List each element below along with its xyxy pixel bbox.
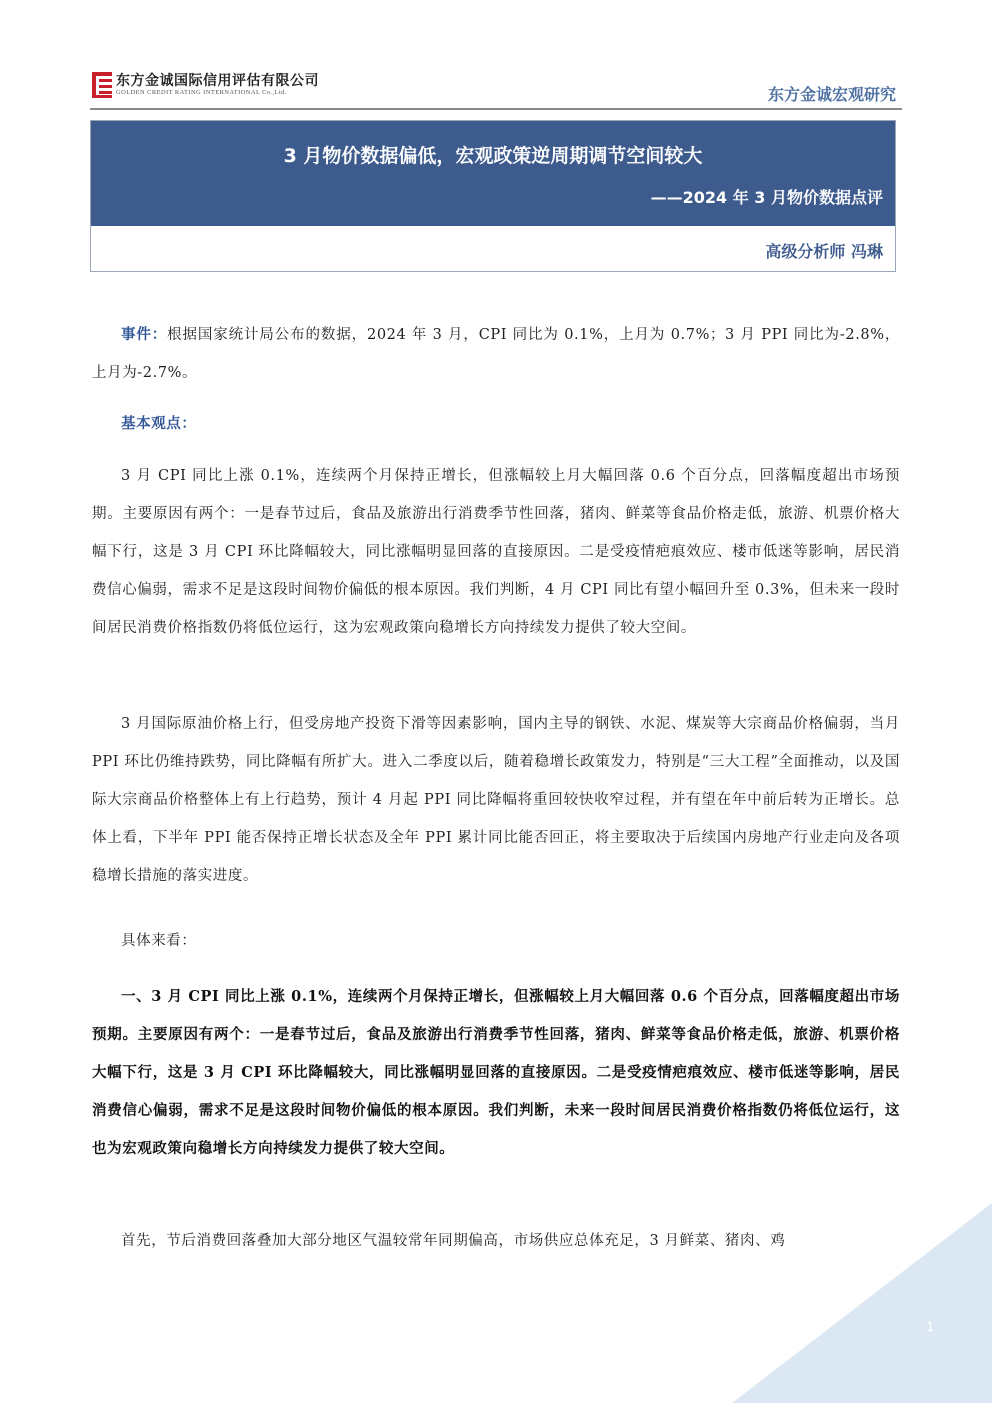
event-label: 事件： <box>121 326 168 343</box>
company-name-cn: 东方金诚国际信用评估有限公司 <box>116 73 319 89</box>
logo-mark-icon <box>92 72 112 98</box>
report-subtitle: ——2024 年 3 月物价数据点评 <box>650 188 883 207</box>
event-text: 根据国家统计局公布的数据，2024 年 3 月，CPI 同比为 0.1%，上月为 0.7%；3 月 PPI 同比为-2.8%，上月为-2.7%。 <box>92 327 900 381</box>
page-number: 1 <box>926 1318 934 1334</box>
specific-heading: 具体来看： <box>121 933 197 949</box>
body-paragraph-1: 3 月 CPI 同比上涨 0.1%，连续两个月保持正增长，但涨幅较上月大幅回落 0.6 个百分点，回落幅度超出市场预期。主要原因有两个：一是春节过后，食品及旅游出行消费季节性回落，猪肉、鲜菜等食品价格走低，旅游、机票价格大幅下行，这是 3 月 CPI 环比降幅较大，同比涨幅明显回落的直接原因。二是受疫情疤痕效应、楼市低迷等影响，居民消费信心偏弱，需求不足是这段时间物价偏低的根本原因。我们判断，4 月 CPI 同比有望小幅回升至 0.3%，但未来一段时间居民消费价格指数仍将低位运行，这为宏观政策向稳增长方向持续发力提供了较大空间。 <box>92 468 900 636</box>
body-paragraph-4: 首先，节后消费回落叠加大部分地区气温较常年同期偏高，市场供应总体充足，3 月鲜菜、猪肉、鸡 <box>121 1233 786 1249</box>
title-band <box>91 121 895 226</box>
viewpoint-heading <box>92 405 900 443</box>
report-author: 高级分析师 冯琳 <box>765 242 883 261</box>
series-brand: 东方金诚宏观研究 <box>767 85 896 104</box>
header-divider <box>90 108 902 110</box>
body-paragraph-2: 3 月国际原油价格上行，但受房地产投资下滑等因素影响，国内主导的钢铁、水泥、煤炭等大宗商品价格偏弱，当月 PPI 环比仍维持跌势，同比降幅有所扩大。进入二季度以后，随着稳增长政策发力，特别是“三大工程”全面推动，以及国际大宗商品价格整体上有上行趋势，预计 4 月起 PPI 同比降幅将重回较快收窄过程，并有望在年中前后转为正增长。总体上看，下半年 PPI 能否保持正增长状态及全年 PPI 累计同比能否回正，将主要取决于后续国内房地产行业走向及各项稳增长措施的落实进度。 <box>92 716 900 884</box>
company-name-en: GOLDEN CREDIT RATING INTERNATIONAL Co.,Ltd. <box>116 89 287 96</box>
viewpoint-label: 基本观点： <box>121 415 197 432</box>
title-block <box>90 120 896 272</box>
company-logo <box>92 72 319 98</box>
event-paragraph <box>92 316 900 392</box>
report-title: 3 月物价数据偏低，宏观政策逆周期调节空间较大 <box>283 145 703 167</box>
page-corner-decoration <box>732 1203 992 1403</box>
section-one-summary: 一、3 月 CPI 同比上涨 0.1%，连续两个月保持正增长，但涨幅较上月大幅回落 0.6 个百分点，回落幅度超出市场预期。主要原因有两个：一是春节过后，食品及旅游出行消费季节性回落，猪肉、鲜菜等食品价格走低，旅游、机票价格大幅下行，这是 3 月 CPI 环比降幅较大，同比涨幅明显回落的直接原因。二是受疫情疤痕效应、楼市低迷等影响，居民消费信心偏弱，需求不足是这段时间物价偏低的根本原因。我们判断，未来一段时间居民消费价格指数仍将低位运行，这也为宏观政策向稳增长方向持续发力提供了较大空间。 <box>92 988 900 1157</box>
